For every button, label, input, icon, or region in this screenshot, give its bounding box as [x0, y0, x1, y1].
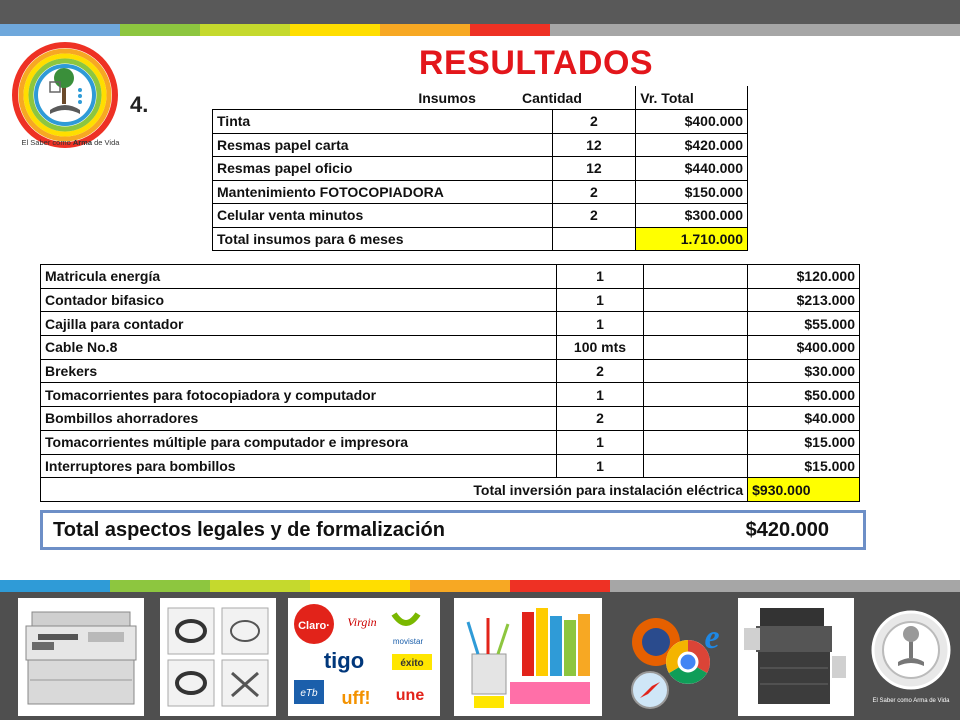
instalacion-table	[40, 264, 860, 502]
item-cell: Resmas papel oficio	[213, 157, 553, 181]
total-cell: $300.000	[636, 204, 748, 228]
empty-cell	[644, 454, 748, 478]
brand-etb: eTb	[300, 688, 318, 699]
total-cell: $30.000	[748, 359, 860, 383]
total-cell: $400.000	[748, 336, 860, 360]
insumos-header-row	[213, 86, 748, 110]
brand-claro: Claro·	[298, 620, 330, 632]
empty-cell	[644, 312, 748, 336]
table-row	[41, 312, 860, 336]
brand-une: une	[395, 687, 425, 704]
total-cell: $150.000	[636, 180, 748, 204]
qty-cell: 12	[552, 157, 636, 181]
insumos-total-value: 1.710.000	[636, 227, 748, 251]
legal-total-value: $420.000	[745, 518, 829, 541]
item-cell: Interruptores para bombillos	[41, 454, 557, 478]
insumos-total-row	[213, 227, 748, 251]
item-cell: Tinta	[213, 110, 553, 134]
total-cell: $440.000	[636, 157, 748, 181]
qty-cell: 2	[556, 407, 644, 431]
total-cell: $50.000	[748, 383, 860, 407]
empty-cell	[644, 288, 748, 312]
table-row	[41, 454, 860, 478]
insumos-header	[213, 86, 636, 110]
empty-cell	[644, 430, 748, 454]
section-number: 4.	[130, 92, 149, 117]
header-vr-total: Vr. Total	[636, 86, 748, 110]
table-row	[213, 133, 748, 157]
bottom-color-stripes	[0, 580, 960, 592]
table-row	[41, 359, 860, 383]
empty-cell	[644, 336, 748, 360]
qty-cell: 1	[556, 383, 644, 407]
table-row	[41, 336, 860, 360]
institute-logo-small	[866, 598, 956, 716]
item-cell: Contador bifasico	[41, 288, 557, 312]
table-row	[41, 430, 860, 454]
empty-cell	[644, 359, 748, 383]
telecom-brands-image	[288, 598, 440, 716]
qty-cell: 12	[552, 133, 636, 157]
item-cell: Brekers	[41, 359, 557, 383]
header-insumos: Insumos	[418, 89, 476, 106]
instalacion-total-row	[41, 478, 860, 502]
total-cell: $55.000	[748, 312, 860, 336]
table-row	[41, 288, 860, 312]
office-supplies-image	[454, 598, 602, 716]
browser-logos-image	[618, 598, 726, 716]
table-row	[213, 180, 748, 204]
table-row	[41, 407, 860, 431]
item-cell: Mantenimiento FOTOCOPIADORA	[213, 180, 553, 204]
total-cell: $400.000	[636, 110, 748, 134]
institute-logo	[10, 40, 120, 150]
logo-caption: El Saber como Arma de Vida	[21, 138, 120, 147]
item-cell: Bombillos ahorradores	[41, 407, 557, 431]
total-cell: $120.000	[748, 265, 860, 289]
total-cell: $15.000	[748, 430, 860, 454]
brand-movistar: movistar	[392, 637, 424, 646]
brand-exito: éxito	[400, 658, 424, 669]
table-row	[213, 157, 748, 181]
total-cell: $40.000	[748, 407, 860, 431]
legal-total-box	[40, 510, 866, 550]
table-row	[213, 110, 748, 134]
item-cell: Cajilla para contador	[41, 312, 557, 336]
empty-cell	[644, 407, 748, 431]
svg-text:e: e	[704, 619, 720, 656]
brand-virgin: Virgin	[347, 615, 377, 629]
qty-cell: 2	[552, 180, 636, 204]
item-cell: Tomacorrientes múltiple para computador e impresora	[41, 430, 557, 454]
qty-cell: 1	[556, 288, 644, 312]
instalacion-total-label: Total inversión para instalación eléctrica	[41, 478, 748, 502]
item-cell: Tomacorrientes para fotocopiadora y computador	[41, 383, 557, 407]
item-cell: Cable No.8	[41, 336, 557, 360]
total-cell: $213.000	[748, 288, 860, 312]
small-logo-caption: El Saber como Arma de Vida	[872, 698, 950, 704]
empty-cell	[644, 383, 748, 407]
binding-rings-image	[160, 598, 276, 716]
qty-cell: 1	[556, 454, 644, 478]
item-cell: Resmas papel carta	[213, 133, 553, 157]
instalacion-total-value: $930.000	[748, 478, 860, 502]
photocopier-image	[18, 598, 144, 716]
page-title: RESULTADOS	[418, 44, 654, 82]
multifunction-printer-image	[738, 598, 854, 716]
item-cell: Celular venta minutos	[213, 204, 553, 228]
top-bar	[0, 0, 960, 24]
qty-cell: 1	[556, 430, 644, 454]
total-cell: $15.000	[748, 454, 860, 478]
qty-cell: 100 mts	[556, 336, 644, 360]
table-row	[213, 204, 748, 228]
insumos-total-label: Total insumos para 6 meses	[213, 227, 553, 251]
empty-cell	[644, 265, 748, 289]
insumos-table	[212, 86, 748, 251]
legal-total-label: Total aspectos legales y de formalización	[53, 518, 445, 541]
qty-cell: 2	[552, 110, 636, 134]
brand-tigo: tigo	[323, 648, 365, 673]
qty-cell: 1	[556, 312, 644, 336]
qty-cell: 2	[556, 359, 644, 383]
top-color-stripes	[0, 24, 960, 36]
table-row	[41, 265, 860, 289]
item-cell: Matricula energía	[41, 265, 557, 289]
qty-cell: 2	[552, 204, 636, 228]
header-cantidad: Cantidad	[522, 89, 582, 106]
table-row	[41, 383, 860, 407]
brand-uff: uff!	[341, 688, 371, 708]
qty-cell: 1	[556, 265, 644, 289]
total-cell: $420.000	[636, 133, 748, 157]
empty-cell	[552, 227, 636, 251]
